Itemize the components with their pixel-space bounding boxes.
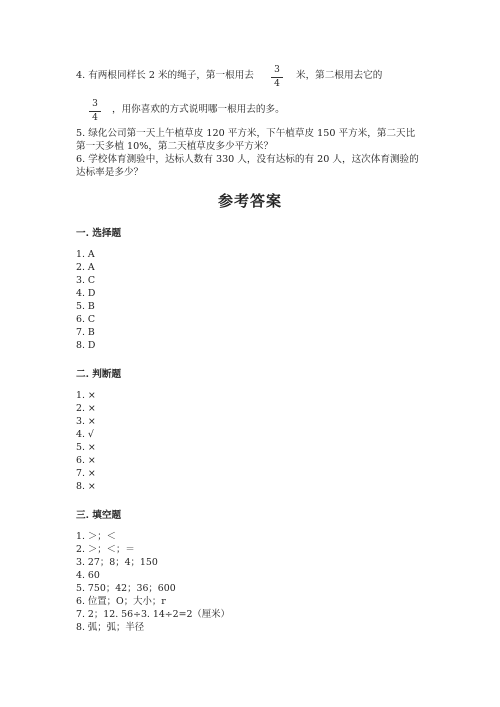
answer-item: 2. A [76, 262, 95, 273]
answer-item: 2. ＞；＜；＝ [76, 544, 135, 555]
answer-item: 3. 27；8；4；150 [76, 557, 158, 568]
fraction-three-quarters [270, 65, 284, 90]
fraction-numerator: 3 [92, 99, 98, 109]
q5-line1: 5. 绿化公司第一天上午植草皮 120 平方米，下午植草皮 150 平方米，第二天比 [76, 128, 416, 139]
answer-item: 3. × [76, 416, 96, 427]
answer-item: 5. B [76, 301, 95, 312]
fraction-denominator: 4 [274, 79, 280, 89]
answer-item: 4. D [76, 288, 96, 299]
answer-item: 4. √ [76, 429, 94, 440]
answer-item: 7. × [76, 468, 96, 479]
fraction-three-quarters [88, 99, 102, 124]
answer-item: 6. × [76, 455, 96, 466]
answer-item: 6. 位置；O；大小；r [76, 596, 166, 607]
answer-item: 5. × [76, 442, 96, 453]
answer-item: 7. B [76, 327, 95, 338]
fraction-bar [271, 77, 283, 78]
answer-item: 8. 弧；弧；半径 [76, 622, 145, 633]
section-heading-choice: 一. 选择题 [76, 228, 122, 239]
answer-item: 1. A [76, 249, 95, 260]
q4-text-part2: 米，第二根用去它的 [296, 70, 383, 81]
answer-item: 1. × [76, 390, 96, 401]
section-heading-fill-blank: 三. 填空题 [76, 510, 122, 521]
fraction-numerator: 3 [274, 65, 280, 75]
answer-item: 6. C [76, 314, 96, 325]
q6-line1: 6. 学校体育测验中，达标人数有 330 人，没有达标的有 20 人，这次体育测验的 [76, 154, 419, 165]
fraction-bar [89, 111, 101, 112]
answer-item: 4. 60 [76, 570, 100, 581]
q5-line2: 第一天多植 10%，第二天植草皮多少平方米？ [76, 141, 274, 152]
answer-item: 5. 750；42；36；600 [76, 583, 176, 594]
answer-item: 7. 2；12. 56÷3. 14÷2=2（厘米） [76, 609, 230, 620]
q4-text-part3: ，用你喜欢的方式说明哪一根用去的多。 [112, 104, 285, 115]
fraction-denominator: 4 [92, 113, 98, 123]
answer-item: 8. D [76, 340, 96, 351]
answer-item: 1. ＞；＜ [76, 531, 117, 542]
answer-item: 3. C [76, 275, 96, 286]
answer-item: 2. × [76, 403, 96, 414]
q6-line2: 达标率是多少？ [76, 167, 144, 178]
section-heading-judgement: 二. 判断题 [76, 369, 122, 380]
answer-item: 8. × [76, 481, 96, 492]
q4-text-part1: 4. 有两根同样长 2 米的绳子，第一根用去 [76, 70, 254, 81]
answer-title: 参考答案 [217, 192, 282, 210]
